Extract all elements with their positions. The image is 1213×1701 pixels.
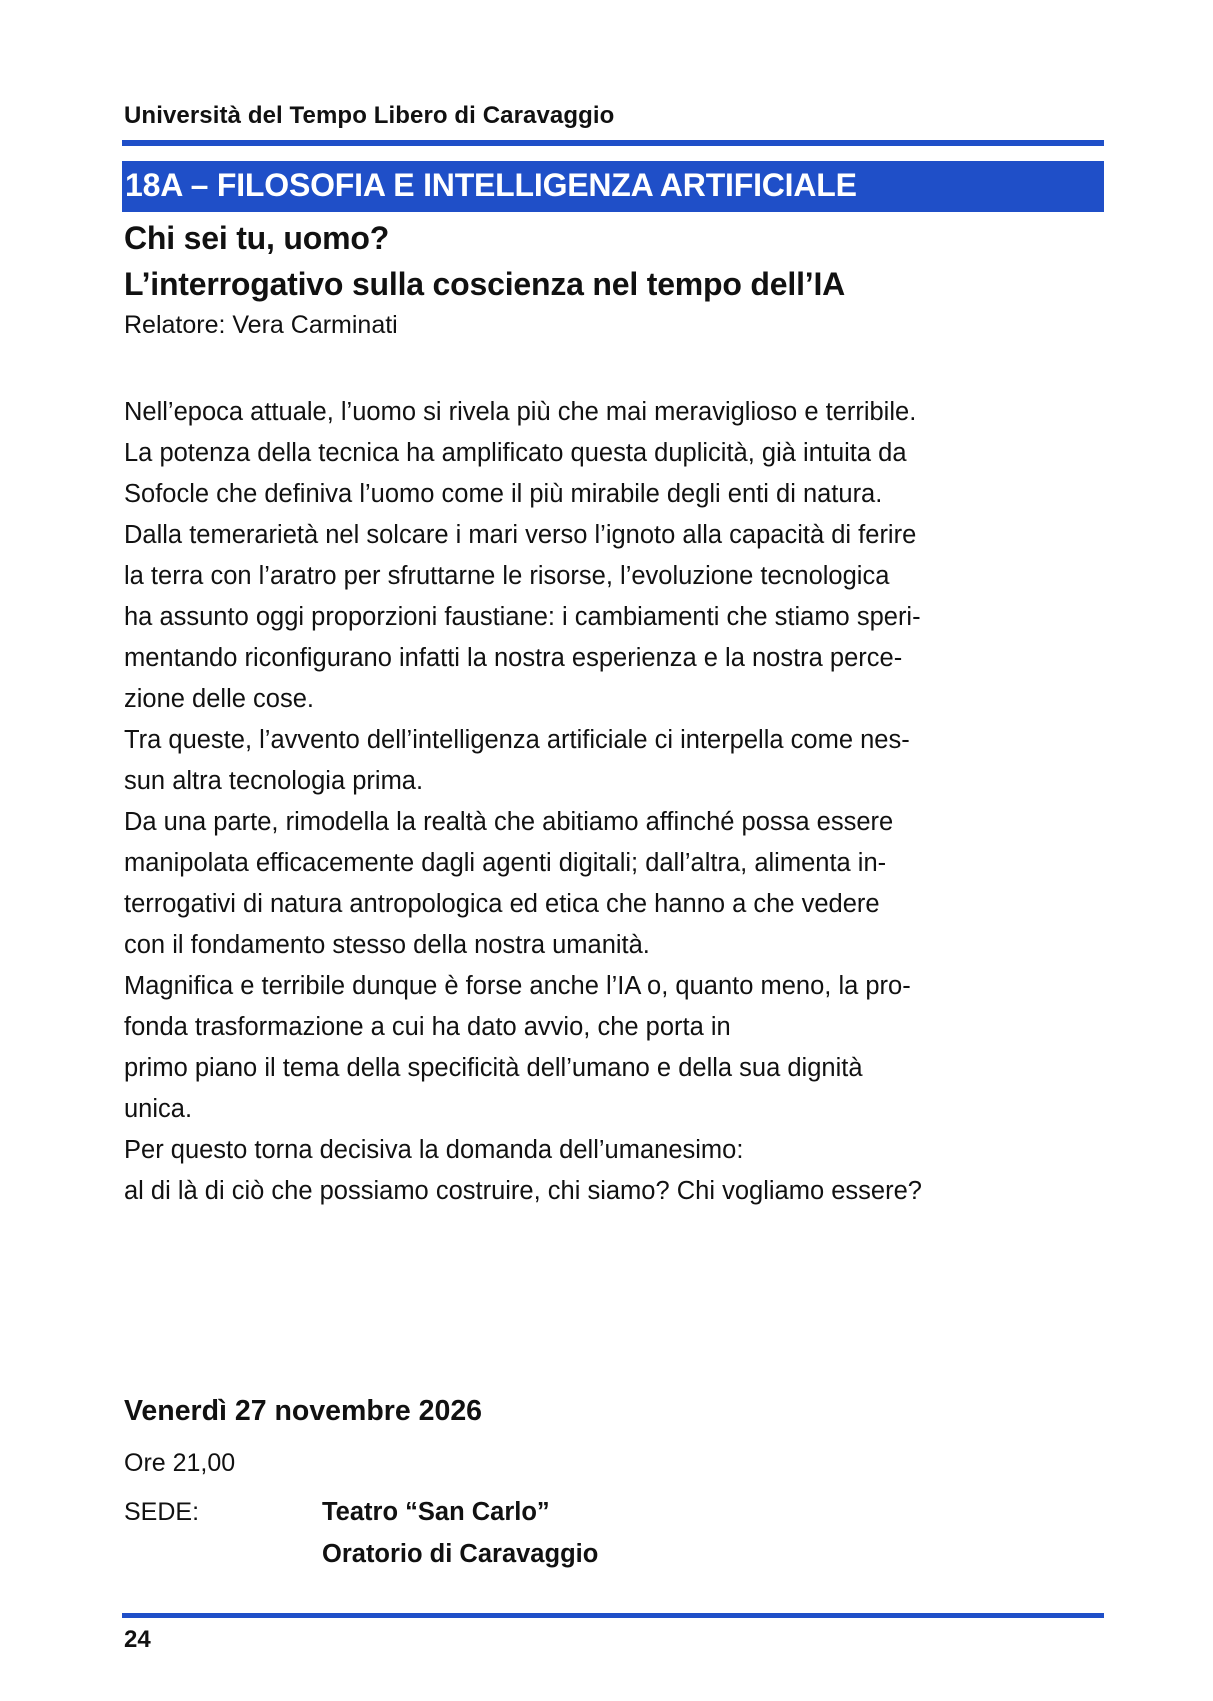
body-line: terrogativi di natura antropologica ed etica che hanno a che vedere bbox=[124, 890, 880, 918]
venue-label: SEDE: bbox=[124, 1498, 200, 1526]
body-line: al di là di ciò che possiamo costruire, chi siamo? Chi vogliamo essere? bbox=[124, 1177, 922, 1205]
speaker-line: Relatore: Vera Carminati bbox=[124, 311, 398, 339]
lecture-title-line-2: L’interrogativo sulla coscienza nel tempo dell’IA bbox=[124, 266, 846, 302]
body-line: sun altra tecnologia prima. bbox=[124, 767, 424, 795]
body-line: Dalla temerarietà nel solcare i mari verso l’ignoto alla capacità di ferire bbox=[124, 521, 917, 549]
body-line: primo piano il tema della specificità dell’umano e della sua dignità bbox=[124, 1054, 863, 1082]
venue-location: Oratorio di Caravaggio bbox=[322, 1540, 599, 1568]
body-line: fonda trasformazione a cui ha dato avvio, che porta in bbox=[124, 1013, 731, 1041]
body-line: Sofocle che definiva l’uomo come il più mirabile degli enti di natura. bbox=[124, 480, 883, 508]
page-number: 24 bbox=[124, 1626, 151, 1653]
body-line: Magnifica e terribile dunque è forse anche l’IA o, quanto meno, la pro- bbox=[124, 972, 911, 1000]
body-line: zione delle cose. bbox=[124, 685, 314, 713]
body-line: manipolata efficacemente dagli agenti digitali; dall’altra, alimenta in- bbox=[124, 849, 887, 877]
event-date: Venerdì 27 novembre 2026 bbox=[124, 1395, 483, 1427]
body-line: Nell’epoca attuale, l’uomo si rivela più che mai meraviglioso e terribile. bbox=[124, 398, 917, 426]
body-line: ha assunto oggi proporzioni faustiane: i cambiamenti che stiamo speri- bbox=[124, 603, 921, 631]
body-line: unica. bbox=[124, 1095, 193, 1123]
body-line: con il fondamento stesso della nostra umanità. bbox=[124, 931, 650, 959]
lecture-description bbox=[124, 392, 1114, 1212]
lecture-title-line-1: Chi sei tu, uomo? bbox=[124, 220, 390, 256]
organization-header: Università del Tempo Libero di Caravaggio bbox=[124, 102, 615, 129]
event-time: Ore 21,00 bbox=[124, 1449, 236, 1477]
body-line: Da una parte, rimodella la realtà che abitiamo affinché possa essere bbox=[124, 808, 894, 836]
course-title: 18A – FILOSOFIA E INTELLIGENZA ARTIFICIALE bbox=[125, 167, 857, 203]
body-line: mentando riconfigurano infatti la nostra esperienza e la nostra perce- bbox=[124, 644, 903, 672]
body-line: La potenza della tecnica ha amplificato questa duplicità, già intuita da bbox=[124, 439, 907, 467]
header-rule bbox=[122, 140, 1104, 146]
body-line: Per questo torna decisiva la domanda dell’umanesimo: bbox=[124, 1136, 744, 1164]
body-line: la terra con l’aratro per sfruttarne le risorse, l’evoluzione tecnologica bbox=[124, 562, 890, 590]
footer-rule bbox=[122, 1613, 1104, 1618]
course-title-banner bbox=[122, 161, 1104, 212]
venue-name: Teatro “San Carlo” bbox=[322, 1498, 550, 1526]
body-line: Tra queste, l’avvento dell’intelligenza artificiale ci interpella come nes- bbox=[124, 726, 910, 754]
